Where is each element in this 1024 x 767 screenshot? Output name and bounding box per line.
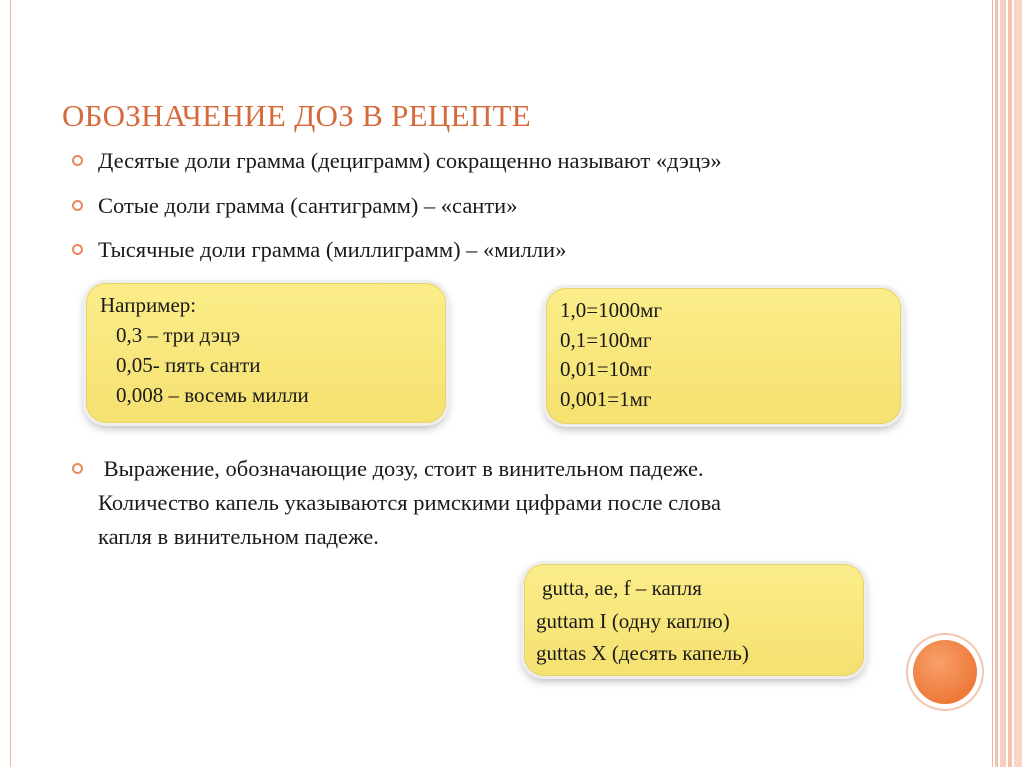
conversion-row: 0,1=100мг [560, 327, 652, 352]
bullet-text: Тысячные доли грамма (миллиграмм) – «милли» [98, 237, 567, 262]
bullet-item [72, 237, 566, 262]
decorative-stripe [995, 0, 998, 767]
bullet-circle-icon [72, 200, 83, 211]
bullet-circle-icon [72, 155, 83, 166]
example-row: 0,05- пять санти [116, 353, 261, 377]
paragraph-line: Количество капель указываются римскими цифрами после слова [98, 490, 721, 515]
conversion-row: 0,001=1мг [560, 386, 652, 411]
bullet-text: Десятые доли грамма (дециграмм) сокращенно называют «дэцэ» [98, 148, 722, 173]
drops-row: gutta, ae, f – капля [542, 576, 702, 600]
bullet-circle-icon [72, 244, 83, 255]
conversion-row: 0,01=10мг [560, 357, 652, 381]
decorative-stripe [1014, 0, 1022, 767]
conversion-box [546, 288, 901, 424]
example-row: 0,008 – восемь милли [116, 383, 309, 407]
conversion-row: 1,0=1000мг [560, 298, 662, 322]
paragraph-text [72, 452, 932, 554]
bullet-item [72, 148, 722, 173]
decorative-stripe [1000, 0, 1006, 767]
drops-box [524, 564, 864, 676]
paragraph-bullet [72, 452, 932, 554]
example-row: 0,3 – три дэцэ [116, 323, 241, 347]
bullet-circle-icon [72, 463, 83, 474]
slide-title: ОБОЗНАЧЕНИЕ ДОЗ В РЕЦЕПТЕ [62, 98, 532, 133]
example-heading: Например: [100, 293, 197, 317]
paragraph-line: Выражение, обозначающие дозу, стоит в винительном падеже. [103, 456, 704, 481]
decorative-circle [913, 640, 977, 704]
decorative-stripe [1008, 0, 1012, 767]
drops-row: guttam I (одну каплю) [536, 608, 730, 633]
drops-row: guttas X (десять капель) [536, 641, 749, 665]
example-box [86, 283, 446, 423]
bullet-text: Сотые доли грамма (сантиграмм) – «санти» [98, 193, 518, 218]
bullet-item [72, 193, 517, 218]
paragraph-line: капля в винительном падеже. [98, 524, 379, 549]
